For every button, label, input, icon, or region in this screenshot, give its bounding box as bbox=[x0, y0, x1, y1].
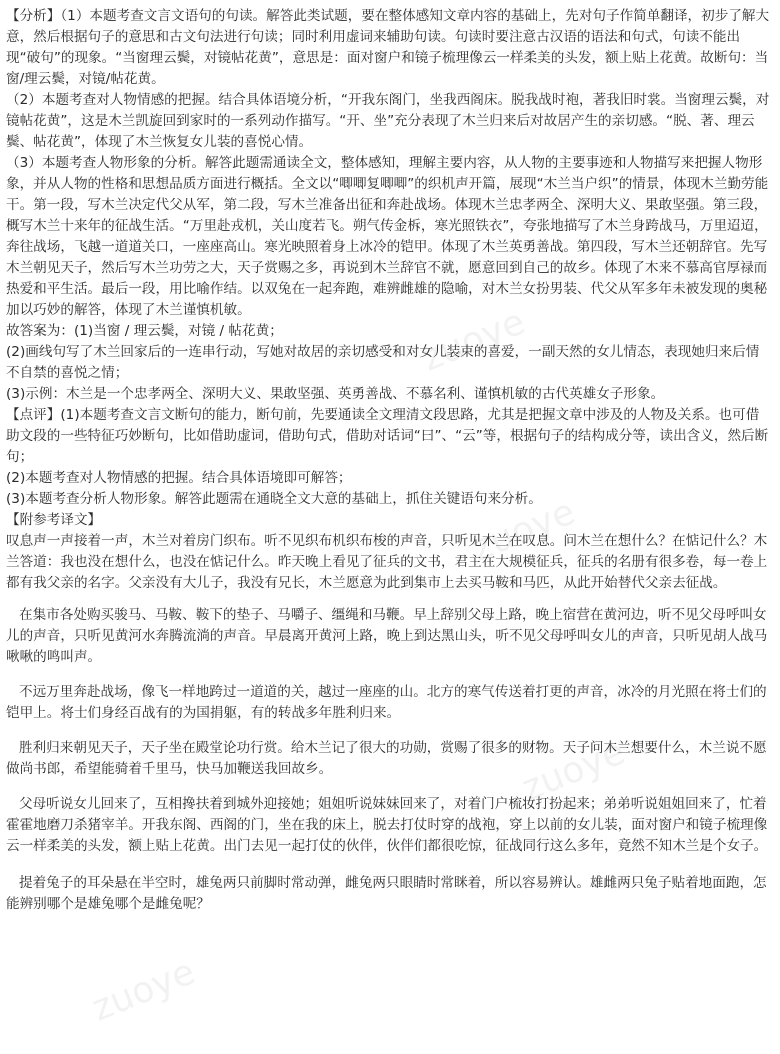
translation-paragraph-5: 父母听说女儿回来了，互相搀扶着到城外迎接她；姐姐听说妹妹回来了，对着门户梳妆打扮起来；弟弟听说姐姐回来了，忙着霍霍地磨刀杀猪宰羊。开我东阁、西阁的门，坐在我的床上，脱去打仗时穿的战袍，穿上以前的女儿装，面对窗户和镜子梳理像云一样柔美的头发，额上贴上花黄。出门去见一起打仗的伙伴，伙伴们都很吃惊，征战同行这么多年，竟然不知木兰是个女子。 bbox=[6, 796, 768, 854]
answer-2: (2)画线句写了木兰回家后的一连串行动，写她对故居的亲切感受和对女儿装束的喜爱，一副天然的女儿情态，表现她归来后情不自禁的喜悦之情； bbox=[6, 344, 760, 381]
answer-3: (3)示例：木兰是一个忠孝两全、深明大义、果敢坚强、英勇善战、不慕名利、谨慎机敏的古代英雄女子形象。 bbox=[6, 386, 665, 402]
comment-paragraph-1: 【点评】(1)本题考查文言文断句的能力，断句前，先要通读全文理清文段思路，尤其是把握文章中涉及的人物及关系。也可借助文段的一些特征巧妙断句，比如借助虚词，借助句式，借助对话词“曰”、“云”等，根据句子的结构成分等，读出含义，然后断句； bbox=[6, 407, 769, 465]
translation-paragraph-2: 在集市各处购买骏马、马鞍、鞍下的垫子、马嚼子、缰绳和马鞭。早上辞别父母上路，晚上宿营在黄河边，听不见父母呼叫女儿的声音，只听见黄河水奔腾流淌的声音。早晨离开黄河上路，晚上到达黑山头，听不见父母呼叫女儿的声音，只听见胡人战马啾啾的鸣叫声。 bbox=[6, 607, 768, 665]
translation-paragraph-4: 胜利归来朝见天子，天子坐在殿堂论功行赏。给木兰记了很大的功勋，赏赐了很多的财物。天子问木兰想要什么，木兰说不愿做尚书郎，希望能骑着千里马，快马加鞭送我回故乡。 bbox=[6, 740, 767, 777]
translation-paragraph-6: 提着兔子的耳朵悬在半空时，雄兔两只前脚时常动弹，雌兔两只眼睛时常眯着，所以容易辨认。雄雌两只兔子贴着地面跑，怎能辨别哪个是雄兔哪个是雌兔呢？ bbox=[6, 875, 767, 912]
comment-paragraph-3: (3)本题考查分析人物形象。解答此题需在通晓全文大意的基础上，抓住关键语句来分析。 bbox=[6, 491, 542, 507]
watermark: zuoye bbox=[516, 731, 631, 810]
watermark: zuoye bbox=[466, 491, 581, 570]
translation-paragraph-3: 不远万里奔赴战场，像飞一样地跨过一道道的关，越过一座座的山。北方的寒气传送着打更的声音，冰冷的月光照在将士们的铠甲上。将士们身经百战有的为国捐躯，有的转战多年胜利归来。 bbox=[6, 684, 767, 721]
answer-intro: 故答案为：(1)当窗 / 理云鬓，对镜 / 帖花黄； bbox=[6, 323, 283, 339]
watermark: zuoye bbox=[86, 951, 201, 1030]
translation-paragraph-1: 叹息声一声接着一声，木兰对着房门织布。听不见织布机织布梭的声音，只听见木兰在叹息。问木兰在想什么？在惦记什么？木兰答道：我也没在想什么，也没在惦记什么。昨天晚上看见了征兵的文书，君主在大规模征兵，征兵的名册有很多卷，每一卷上都有我父亲的名字。父亲没有大儿子，我没有兄长，木兰愿意为此到集市上去买马鞍和马匹，从此开始替代父亲去征战。 bbox=[6, 533, 768, 591]
analysis-paragraph-3: （3）本题考查人物形象的分析。解答此题需通读全文，整体感知，理解主要内容，从人物的主要事迹和人物描写来把握人物形象，并从人物的性格和思想品质方面进行概括。全文以“唧唧复唧唧”的织机声开篇，展现“木兰当户织”的情景，体现木兰勤劳能干。第一段，写木兰决定代父从军，第二段，写木兰准备出征和奔赴战场。体现木兰忠孝两全、深明大义、果敢坚强。第三段，概写木兰十来年的征战生活。“万里赴戎机，关山度若飞。朔气传金柝，寒光照铁衣”，夸张地描写了木兰身跨战马，万里迢迢，奔往战场，飞越一道道关口，一座座高山。寒光映照着身上冰冷的铠甲。体现了木兰英勇善战。第四段，写木兰还朝辞官。先写木兰朝见天子，然后写木兰功劳之大，天子赏赐之多，再说到木兰辞官不就，愿意回到自己的故乡。体现了木来不慕高官厚禄而热爱和平生活。最后一段，用比喻作结。以双兔在一起奔跑，难辨雌雄的隐喻，对木兰女扮男装、代父从军多年未被发现的奥秘加以巧妙的解答，体现了木兰谨慎机敏。 bbox=[6, 155, 769, 318]
analysis-paragraph-1: 【分析】（1）本题考查文言文语句的句读。解答此类试题，要在整体感知文章内容的基础上，先对句子作简单翻译，初步了解大意，然后根据句子的意思和古文句法进行句读；同时利用虚词来辅助句读。句读时要注意古汉语的语法和句式，句读不能出现“破句”的现象。“当窗理云鬓，对镜帖花黄”，意思是：面对窗户和镜子梳理像云一样柔美的头发，额上贴上花黄。故断句：当窗/理云鬓，对镜/帖花黄。 bbox=[6, 8, 770, 87]
watermark: zuoye bbox=[416, 301, 531, 380]
analysis-paragraph-2: （2）本题考查对人物情感的把握。结合具体语境分析，“开我东阁门，坐我西阁床。脱我战时袍，著我旧时裳。当窗理云鬓，对镜帖花黄”，这是木兰凯旋回到家时的一系列动作描写。“开、坐”充分表现了木兰归来后对故居产生的亲切感。“脱、著、理云鬓、帖花黄”，体现了木兰恢复女儿装的喜悦心情。 bbox=[6, 92, 770, 150]
comment-paragraph-2: (2)本题考查对人物情感的把握。结合具体语境即可解答； bbox=[6, 470, 352, 486]
translation-heading: 【附参考译文】 bbox=[6, 512, 102, 528]
